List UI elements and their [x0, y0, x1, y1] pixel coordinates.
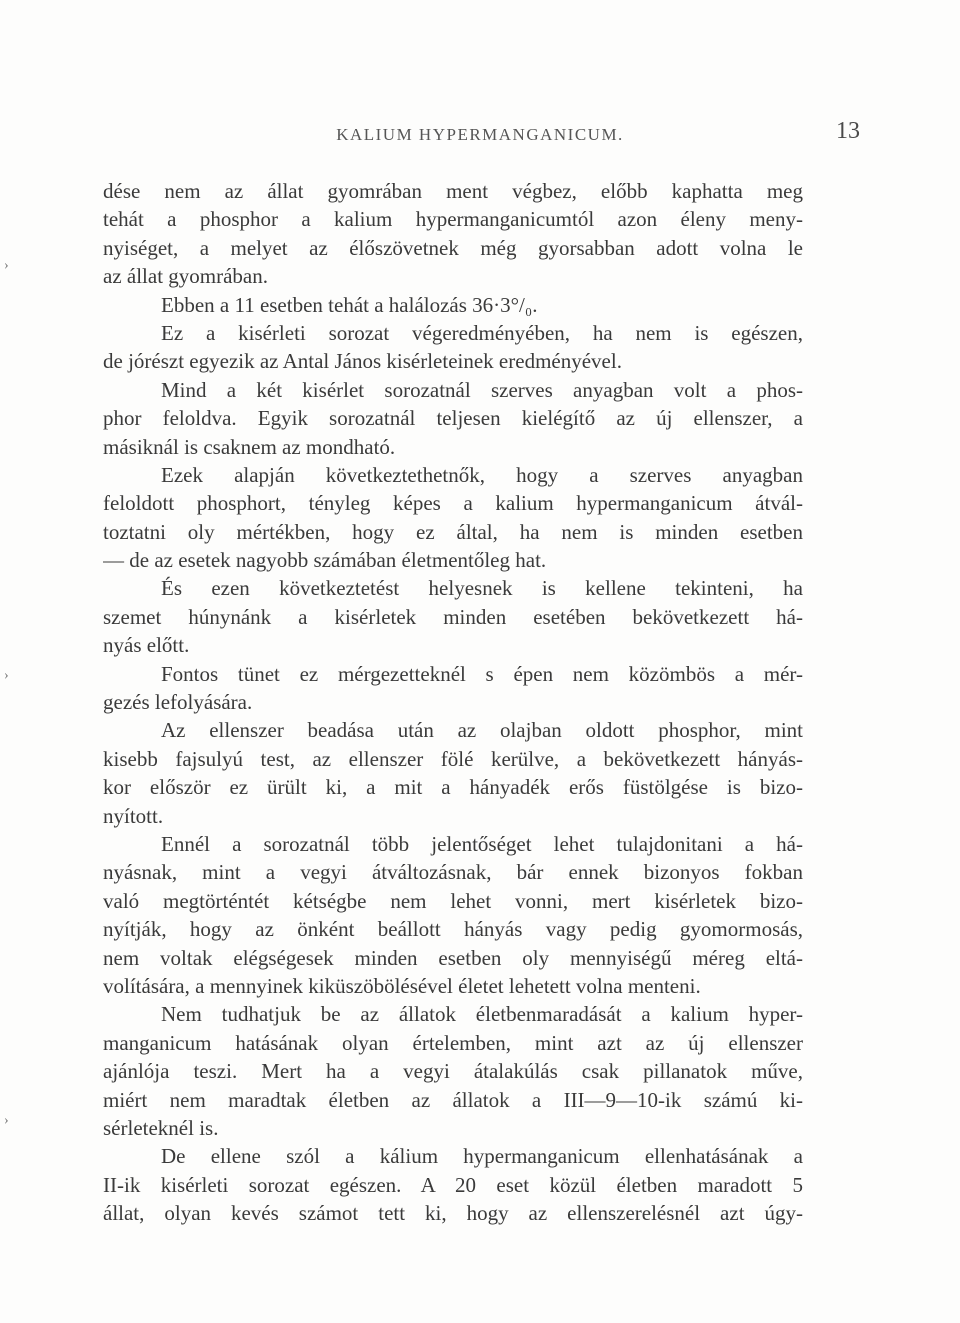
- margin-mark: ›: [4, 1113, 9, 1128]
- text-line: — de az esetek nagyobb számában életmentőleg hat.: [103, 548, 547, 573]
- text-line: miért nem maradtak életben az állatok a III—9—10-ik számú ki-: [103, 1087, 803, 1112]
- text-line: tehát a phosphor a kalium hypermanganicumtól azon éleny meny-: [103, 207, 803, 232]
- text-line: ajánlója teszi. Mert ha a vegyi átalakúlás csak pillanatok műve,: [103, 1059, 803, 1084]
- text-line: volítására, a mennyinek kiküszöbölésével életet lehetett volna menteni.: [103, 973, 701, 998]
- text-line: toztatni oly mértékben, hogy ez által, ha nem is minden esetben: [103, 519, 803, 544]
- text-line: Az ellenszer beadása után az olajban oldott phosphor, mint: [161, 718, 803, 743]
- page-number: 13: [836, 118, 860, 144]
- text-line: phor feloldva. Egyik sorozatnál teljesen kielégítő az új ellenszer, a: [103, 406, 803, 431]
- text-line: nem voltak elégségesek minden esetben oly mennyiségű méreg eltá-: [103, 945, 803, 970]
- text-line: nyított.: [103, 803, 164, 828]
- text-line: Ezek alapján következtethetnők, hogy a szerves anyagban: [161, 462, 803, 487]
- text-line: szemet húnynánk a kisérletek minden esetében bekövetkezett há-: [103, 604, 803, 629]
- text-line: nyásnak, mint a vegyi átváltozásnak, bár ennek bizonyos fokban: [103, 860, 803, 885]
- text-line: az állat gyomrában.: [103, 264, 269, 289]
- text-line: Mind a két kisérlet sorozatnál szerves anyagban volt a phos-: [161, 377, 803, 402]
- text-line: gezés lefolyására.: [103, 690, 253, 715]
- margin-mark: ›: [4, 258, 9, 273]
- body-text: [103, 177, 803, 1227]
- text-line: Nem tudhatjuk be az állatok életbenmaradását a kalium hyper-: [161, 1002, 803, 1027]
- text-line: nyás előtt.: [103, 633, 190, 658]
- text-line: manganicum hatásának olyan értelemben, mint azt az új ellenszer: [103, 1030, 803, 1055]
- text-line: Ez a kisérleti sorozat végeredményében, ha nem is egészen,: [161, 320, 803, 345]
- text-line: Fontos tünet ez mérgezetteknél s épen nem közömbös a mér-: [161, 661, 803, 686]
- text-line: kor először ez ürült ki, a mit a hányadék erős füstölgése is bizo-: [103, 775, 803, 800]
- text-line: II-ik kisérleti sorozat egészen. A 20 eset közül életben maradott 5: [103, 1172, 803, 1197]
- text-line: feloldott phosphort, tényleg képes a kalium hypermanganicum átvál-: [103, 491, 803, 516]
- text-line: való megtörténtét kétségbe nem lehet vonni, mert kisérletek bizo-: [103, 888, 803, 913]
- text-line: De ellene szól a kálium hypermanganicum ellenhatásának a: [161, 1144, 803, 1169]
- text-line: Ebben a 11 esetben tehát a halálozás 36·3°/₀.: [161, 292, 538, 317]
- text-line: És ezen következtetést helyesnek is kellene tekinteni, ha: [161, 576, 803, 601]
- text-line: nyítják, hogy az önként beállott hányás vagy pedig gyomormosás,: [103, 917, 803, 942]
- margin-mark: ›: [4, 668, 9, 683]
- text-line: Ennél a sorozatnál több jelentőséget lehet tulajdonitani a há-: [161, 831, 803, 856]
- text-line: sérleteknél is.: [103, 1115, 219, 1140]
- text-line: kisebb fajsulyú test, az ellenszer fölé kerülve, a bekövetkezett hányás-: [103, 746, 803, 771]
- running-title: KALIUM HYPERMANGANICUM.: [336, 125, 624, 144]
- text-line: dése nem az állat gyomrában ment végbez, előbb kaphatta meg: [103, 179, 803, 203]
- text-line: másiknál is csaknem az mondható.: [103, 434, 396, 459]
- text-line: állat, olyan kevés számot tett ki, hogy az ellenszerelésnél azt úgy-: [103, 1201, 803, 1226]
- text-line: de jórészt egyezik az Antal János kisérleteinek eredményével.: [103, 349, 622, 374]
- text-line: nyiséget, a melyet az élőszövetnek még gyorsabban adott volna le: [103, 235, 803, 260]
